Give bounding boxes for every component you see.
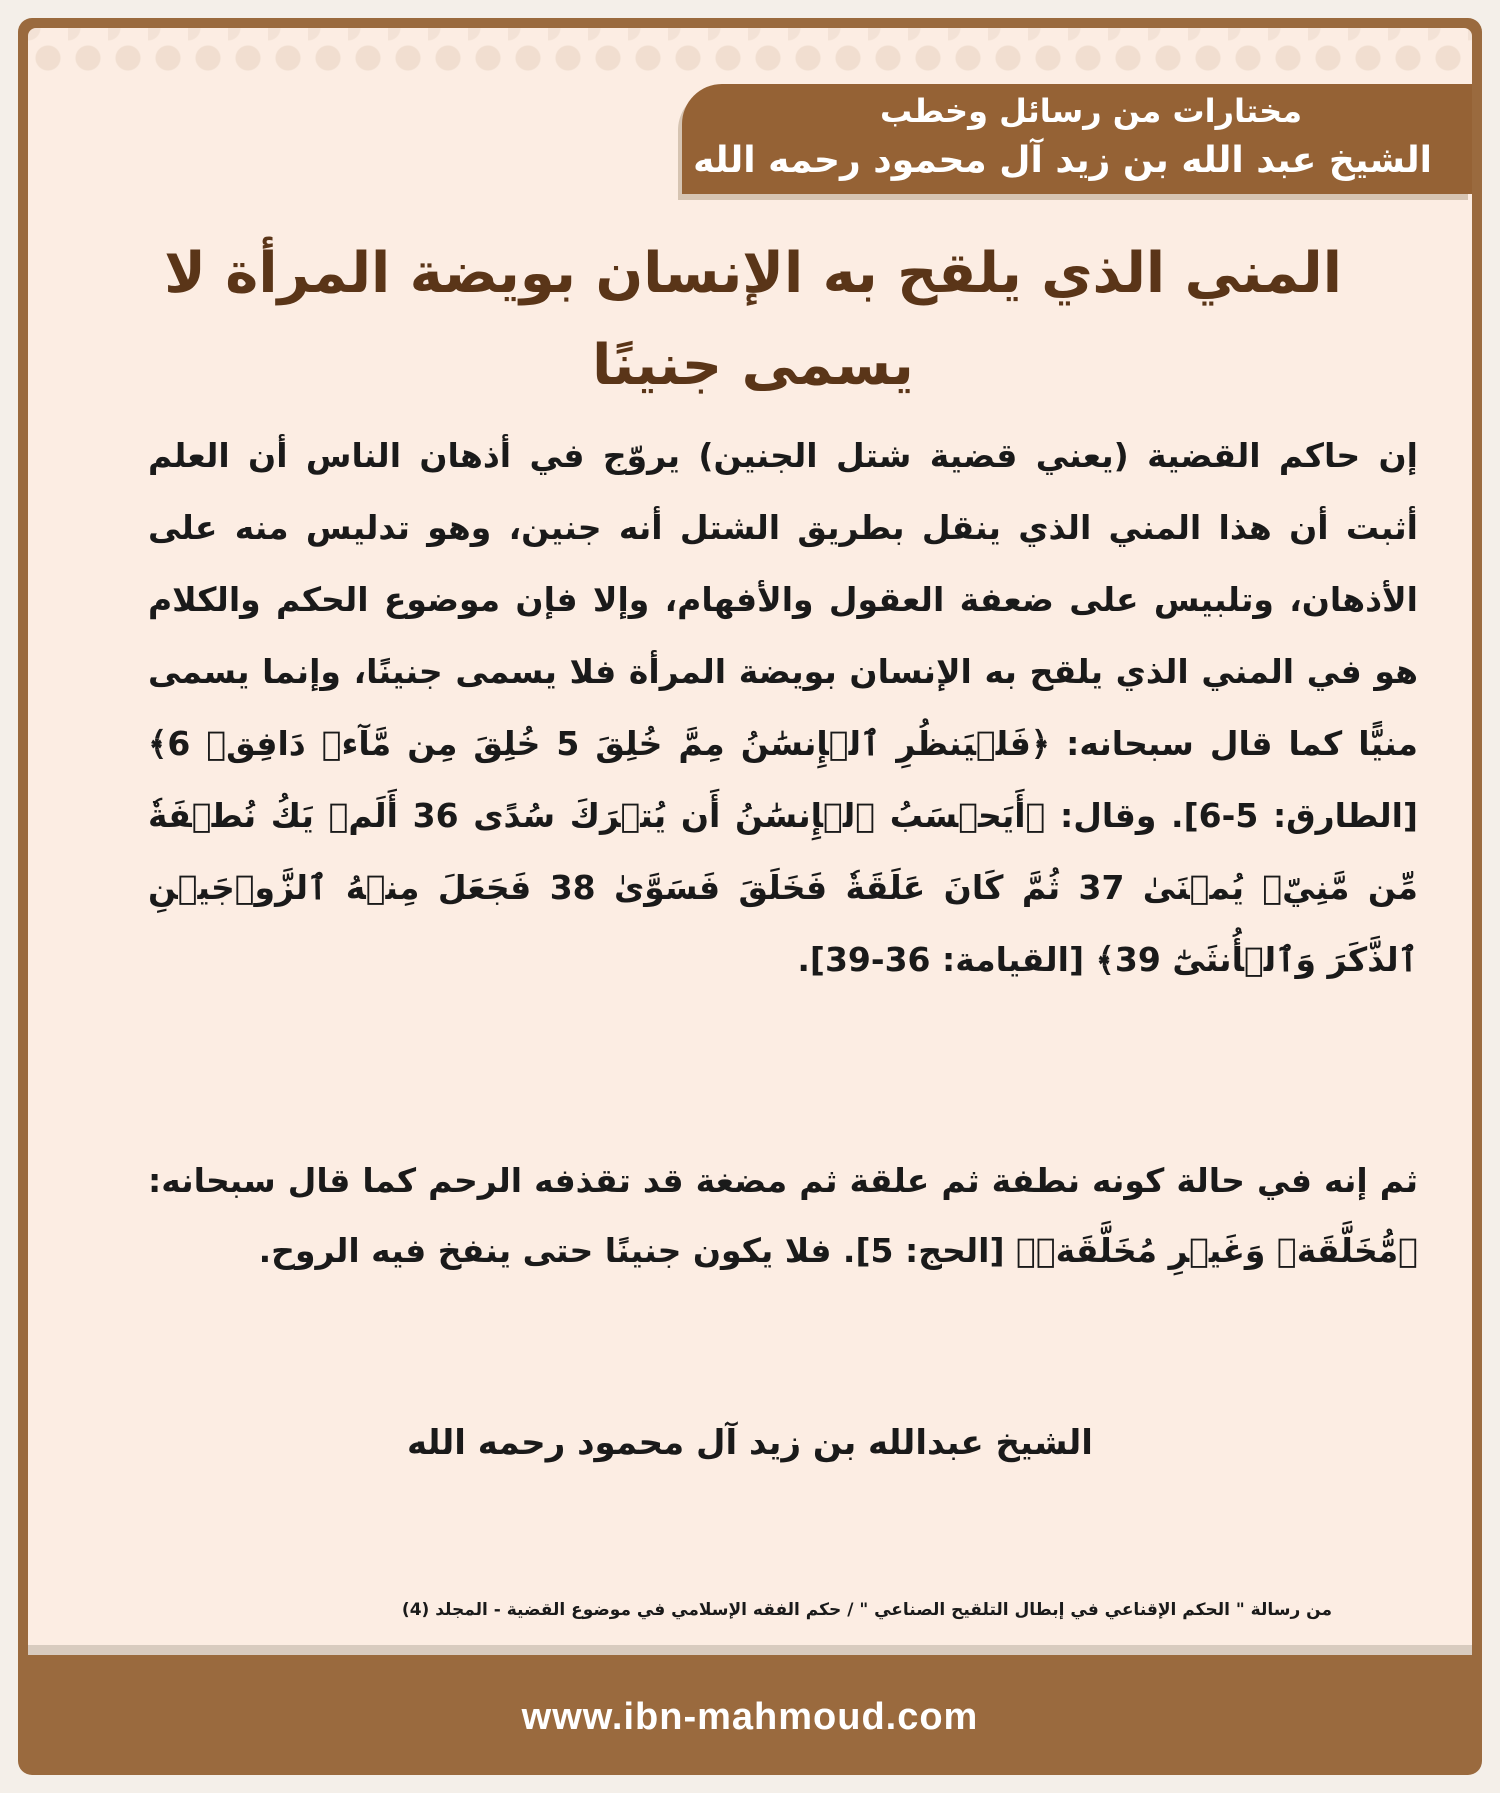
divider — [28, 1645, 1472, 1655]
signature: الشيخ عبدالله بن زيد آل محمود رحمه الله — [407, 1423, 1093, 1463]
website-link[interactable]: www.ibn-mahmoud.com — [521, 1696, 979, 1738]
decorative-pattern — [28, 28, 1472, 88]
article-title: المني الذي يلقح به الإنسان بويضة المرأة لا يسمى جنينًا — [164, 241, 1342, 398]
header-author: الشيخ عبد الله بن زيد آل محمود رحمه الله — [693, 140, 1432, 181]
body-paragraph-2: ثم إنه في حالة كونه نطفة ثم علقة ثم مضغة قد تقذفه الرحم كما قال سبحانه: ﴿مُّخَلَّقَةٖ وَغَيۡرِ مُخَلَّقَةٖ﴾ [الحج: 5]. فلا يكون جنينًا حتى ينفخ فيه الروح. — [148, 1161, 1418, 1270]
source-citation: من رسالة " الحكم الإقناعي في إبطال التلقيح الصناعي " / حكم الفقه الإسلامي في موضوع القضية - المجلد (4) — [401, 1600, 1332, 1620]
body-paragraph-1: إن حاكم القضية (يعني قضية شتل الجنين) يروّج في أذهان الناس أن العلم أثبت أن هذا المني الذي ينقل بطريق الشتل أنه جنين، وهو تدليس منه على الأذهان، وتلبيس على ضعفة العقول والأفهام، وإلا فإن موضوع الحكم والكلام هو في المني الذي يلقح به الإنسان بويضة المرأة فلا يسمى جنينًا، وإنما يسمى منيًّا كما قال سبحانه: ﴿فَلۡيَنظُرِ ٱلۡإِنسَٰنُ مِمَّ خُلِقَ 5 خُلِقَ مِن مَّآءٖ دَافِقٖ 6﴾ [الطارق: 5-6]. وقال: ﴿أَيَحۡسَبُ ٱلۡإِنسَٰنُ أَن يُتۡرَكَ سُدًى 36 أَلَمۡ يَكُ نُطۡفَةٗ مِّن مَّنِيّٖ يُمۡنَىٰ 37 ثُمَّ كَانَ عَلَقَةٗ فَخَلَقَ فَسَوَّىٰ 38 فَجَعَلَ مِنۡهُ ٱلزَّوۡجَيۡنِ ٱلذَّكَرَ وَٱلۡأُنثَىٰٓ 39﴾ [القيامة: 36-39]. — [148, 436, 1418, 979]
footer — [18, 1660, 1482, 1775]
content-card — [28, 28, 1472, 1653]
header-series-title: مختارات من رسائل وخطب — [879, 92, 1302, 130]
